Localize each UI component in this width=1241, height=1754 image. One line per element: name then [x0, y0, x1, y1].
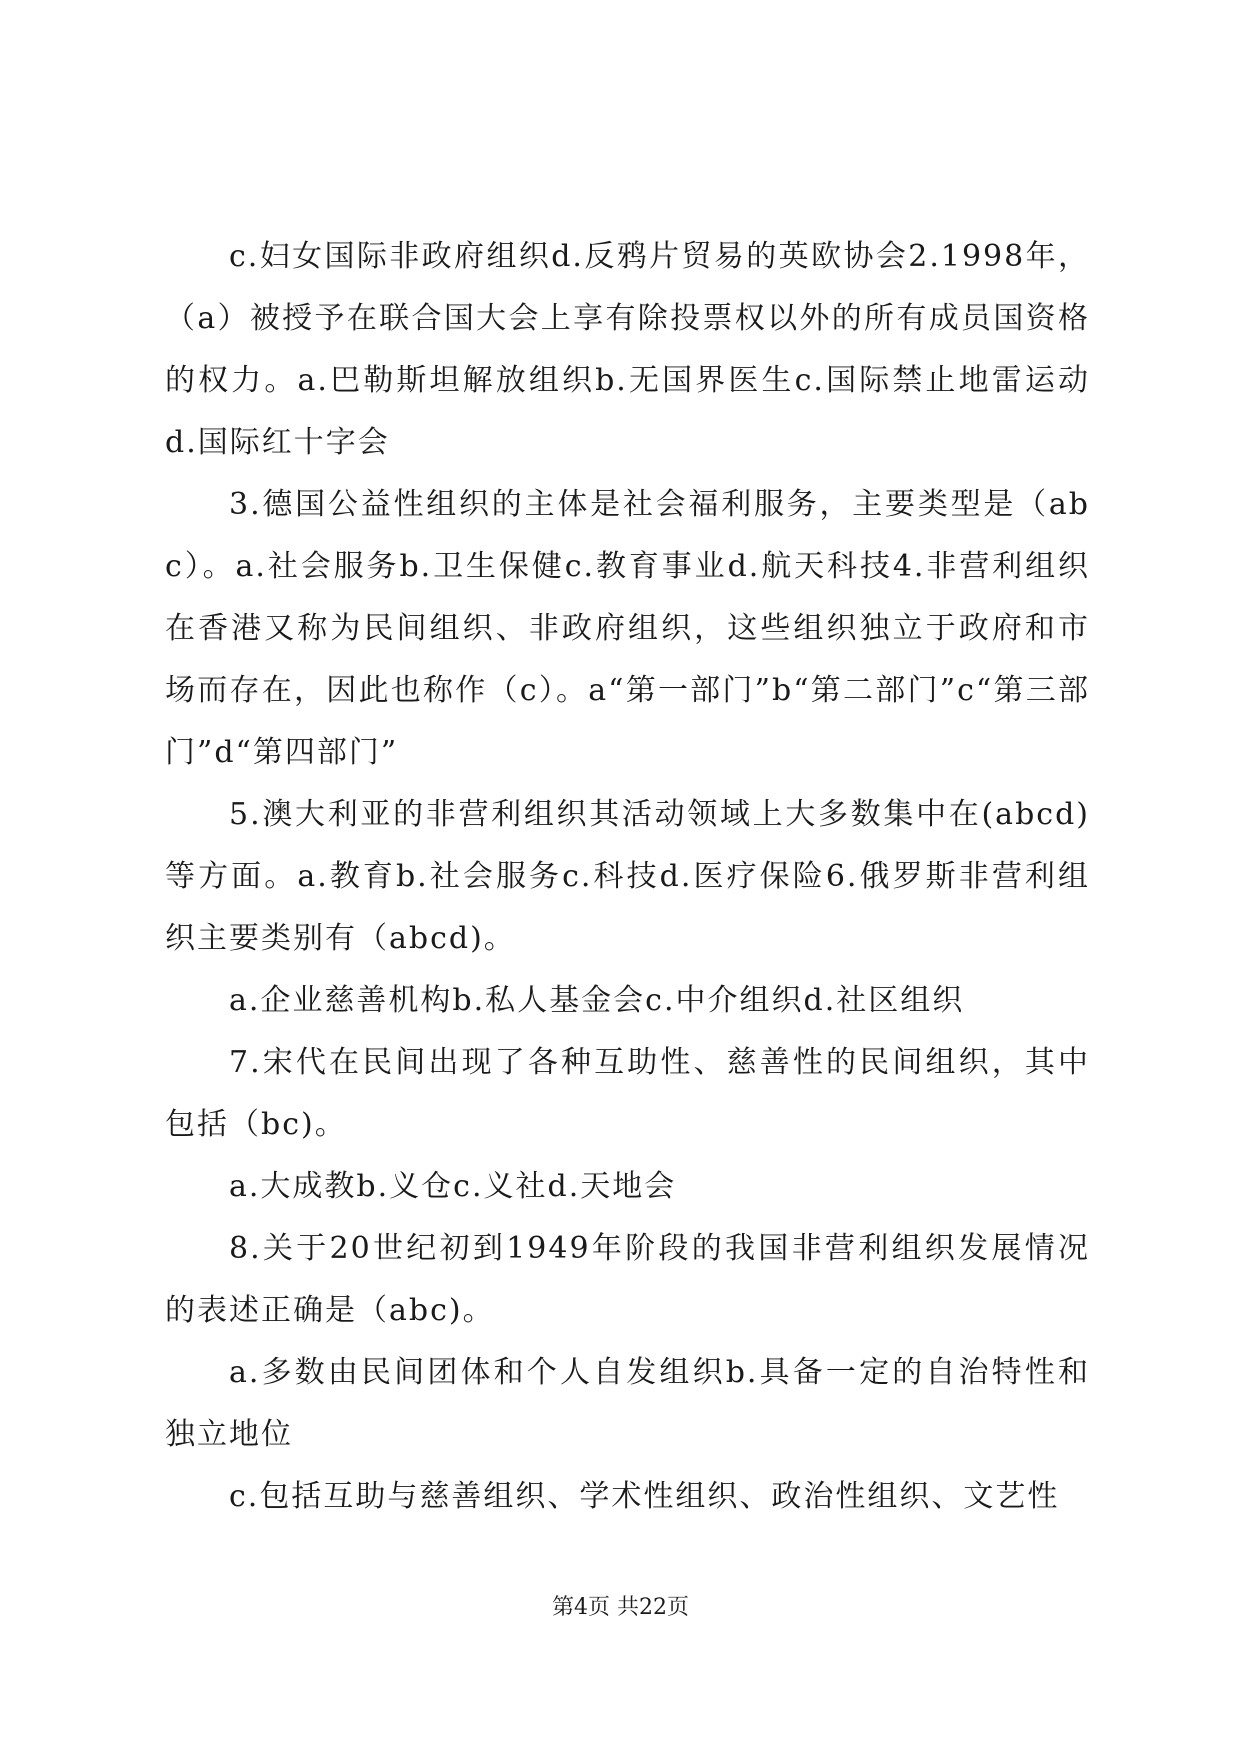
- document-body: [165, 226, 1090, 1528]
- paragraph-9: c.包括互助与慈善组织、学术性组织、政治性组织、文艺性: [229, 1479, 1060, 1514]
- paragraph-7: 8.关于20世纪初到1949年阶段的我国非营利组织发展情况的表述正确是（abc)。: [165, 1231, 1090, 1328]
- paragraph-2: 3.德国公益性组织的主体是社会福利服务，主要类型是（abc）。a.社会服务b.卫生保健c.教育事业d.航天科技4.非营利组织在香港又称为民间组织、非政府组织，这些组织独立于政府和市场而存在，因此也称作（c）。a“第一部门”b“第二部门”c“第三部门”d“第四部门”: [165, 487, 1090, 770]
- paragraph-6: a.大成教b.义仓c.义社d.天地会: [229, 1169, 677, 1204]
- page-number-footer: 第4页 共22页: [552, 1595, 689, 1620]
- paragraph-3: 5.澳大利亚的非营利组织其活动领域上大多数集中在(abcd)等方面。a.教育b.社会服务c.科技d.医疗保险6.俄罗斯非营利组织主要类别有（abcd)。: [165, 797, 1090, 956]
- paragraph-8: a.多数由民间团体和个人自发组织b.具备一定的自治特性和独立地位: [165, 1355, 1090, 1452]
- paragraph-4: a.企业慈善机构b.私人基金会c.中介组织d.社区组织: [229, 983, 965, 1018]
- paragraph-5: 7.宋代在民间出现了各种互助性、慈善性的民间组织，其中包括（bc)。: [165, 1045, 1090, 1142]
- paragraph-1: c.妇女国际非政府组织d.反鸦片贸易的英欧协会2.1998年，（a）被授予在联合国大会上享有除投票权以外的所有成员国资格的权力。a.巴勒斯坦解放组织b.无国界医生c.国际禁止地雷运动d.国际红十字会: [165, 239, 1090, 460]
